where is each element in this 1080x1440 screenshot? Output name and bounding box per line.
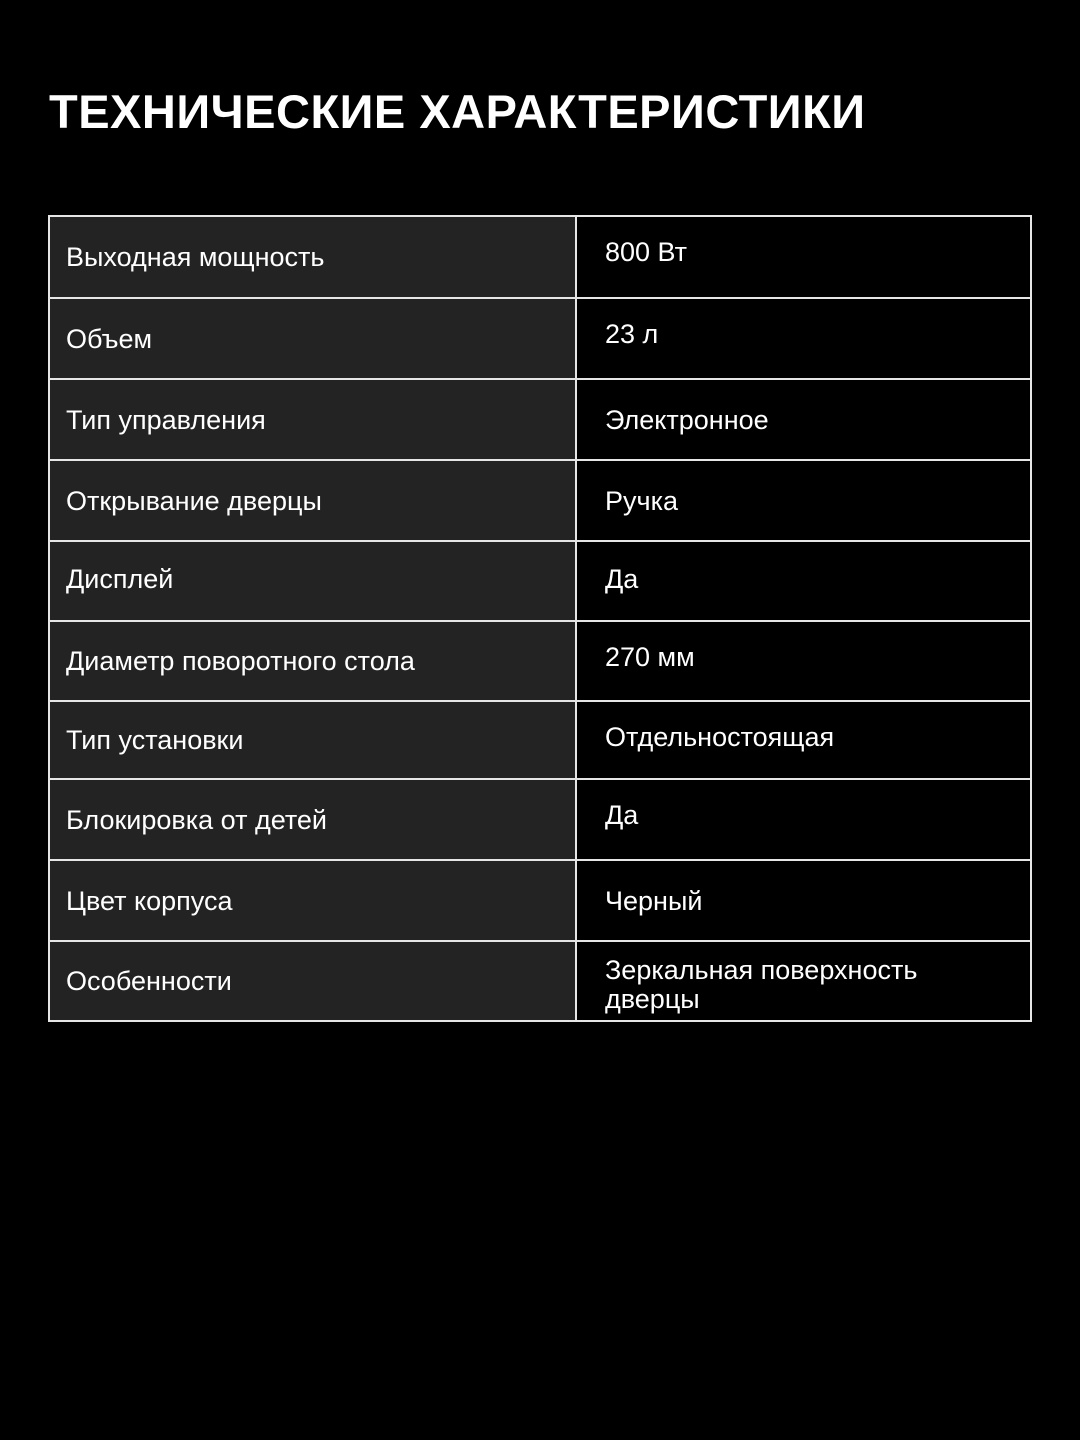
spec-value: Да bbox=[576, 779, 1031, 860]
table-row bbox=[49, 460, 1031, 541]
table-row bbox=[49, 779, 1031, 860]
spec-value: Да bbox=[576, 541, 1031, 621]
table-row bbox=[49, 941, 1031, 1021]
spec-label: Особенности bbox=[49, 941, 576, 1021]
spec-label: Тип управления bbox=[49, 379, 576, 460]
page-title: ТЕХНИЧЕСКИЕ ХАРАКТЕРИСТИКИ bbox=[49, 85, 866, 138]
spec-label: Диаметр поворотного стола bbox=[49, 621, 576, 701]
table-row bbox=[49, 216, 1031, 298]
spec-label: Открывание дверцы bbox=[49, 460, 576, 541]
spec-label: Дисплей bbox=[49, 541, 576, 621]
table-row bbox=[49, 541, 1031, 621]
spec-value: Зеркальная поверхность дверцы bbox=[576, 941, 1031, 1021]
spec-label: Выходная мощность bbox=[49, 216, 576, 298]
table-row bbox=[49, 621, 1031, 701]
spec-value: 270 мм bbox=[576, 621, 1031, 701]
spec-label: Объем bbox=[49, 298, 576, 379]
table-row bbox=[49, 701, 1031, 779]
spec-value: 23 л bbox=[576, 298, 1031, 379]
spec-value: Отдельностоящая bbox=[576, 701, 1031, 779]
specs-table bbox=[48, 215, 1032, 1022]
spec-label: Тип установки bbox=[49, 701, 576, 779]
spec-value: Ручка bbox=[576, 460, 1031, 541]
spec-value: Черный bbox=[576, 860, 1031, 941]
spec-value: Электронное bbox=[576, 379, 1031, 460]
table-row bbox=[49, 860, 1031, 941]
spec-label: Блокировка от детей bbox=[49, 779, 576, 860]
table-row bbox=[49, 379, 1031, 460]
spec-value: 800 Вт bbox=[576, 216, 1031, 298]
spec-label: Цвет корпуса bbox=[49, 860, 576, 941]
table-row bbox=[49, 298, 1031, 379]
